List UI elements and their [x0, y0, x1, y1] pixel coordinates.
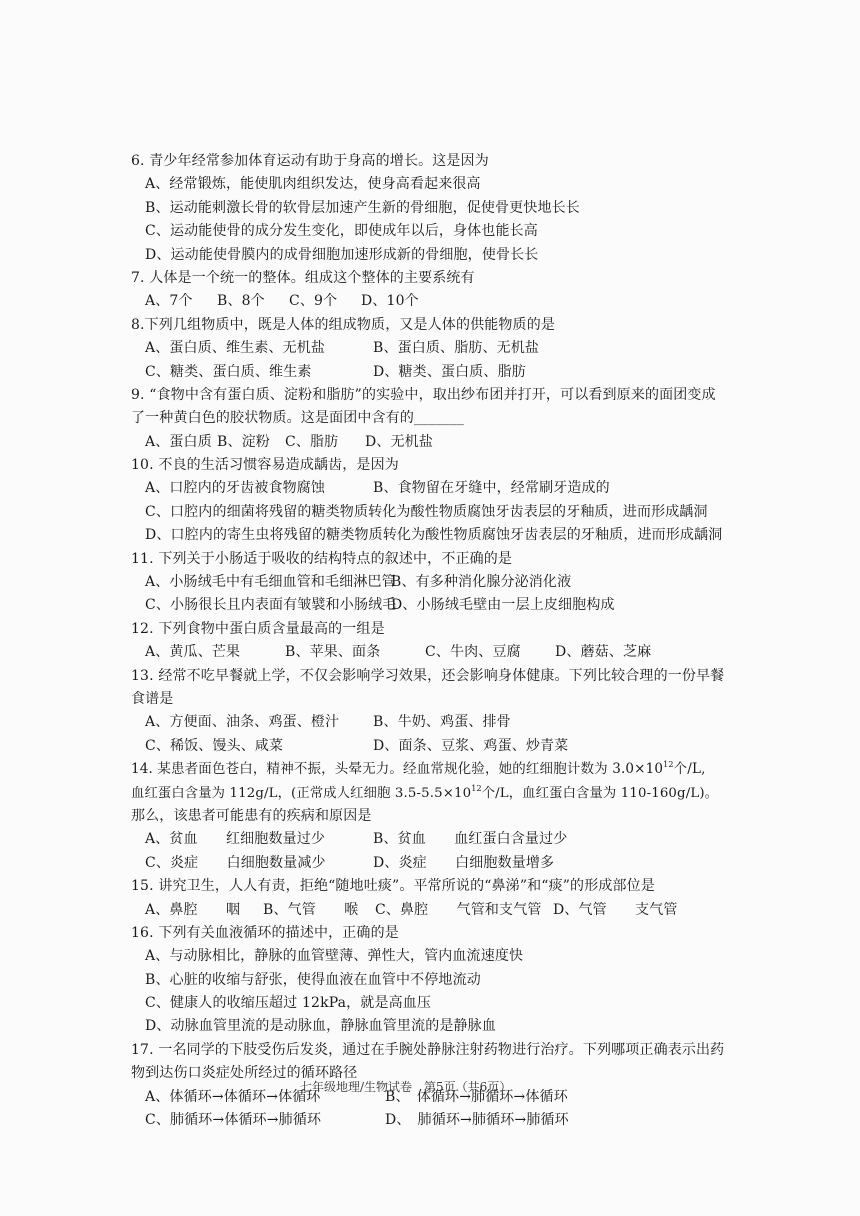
option-b: B、有多种消化腺分泌消化液 — [391, 574, 572, 591]
question-stem-cont: 物到达伤口炎症处所经过的循环路径 — [131, 1065, 358, 1082]
options-row — [131, 735, 711, 758]
option-a: A、与动脉相比，静脉的血管壁薄、弹性大，管内血流速度快 — [145, 948, 524, 965]
options-row — [131, 337, 711, 360]
question-stem: 11. 下列关于小肠适于吸收的结构特点的叙述中，不正确的是 — [131, 550, 513, 567]
option-a: A、鼻腔 咽 — [145, 901, 241, 918]
option-a: A、7个 — [145, 293, 193, 310]
option-c: C、9个 — [289, 293, 338, 310]
option-b: B、牛奶、鸡蛋、排骨 — [373, 714, 511, 731]
question-stem: 12. 下列食物中蛋白质含量最高的一组是 — [131, 620, 385, 637]
question-stem-cont: 血红蛋白含量为 112g/L，(正常成人红细胞 $3.5-5.5\times 10^{12}$个/L，血红蛋白含量为 110-160g/L)。 — [131, 783, 719, 801]
option-a: A、蛋白质 — [145, 433, 212, 450]
options-row — [131, 852, 711, 875]
options-row — [131, 711, 711, 734]
option-b: B、贫血 血红蛋白含量过少 — [373, 831, 568, 848]
option-b: B、蛋白质、脂肪、无机盐 — [373, 340, 540, 357]
option-d: D、气管 支气管 — [553, 901, 678, 918]
question-14 — [131, 758, 719, 875]
option-b: B、苹果、面条 — [285, 644, 381, 661]
question-13 — [131, 665, 725, 759]
option-c: C、健康人的收缩压超过 12kPa，就是高血压 — [145, 995, 432, 1012]
question-10 — [131, 454, 723, 548]
option-a: A、方便面、油条、鸡蛋、橙汁 — [145, 714, 340, 731]
question-stem: 14. 某患者面色苍白，精神不振，头晕无力。经血常规化验，她的红细胞计数为 $3.0\times 10^{12}$个/L, — [131, 760, 706, 778]
question-stem-cont: 了一种黄白色的胶状物质。这是面团中含有的_______ — [131, 410, 465, 427]
option-d: D、运动能使骨膜内的成骨细胞加速形成新的骨细胞，使骨长长 — [145, 246, 539, 263]
option-b: B、 体循环→肺循环→体循环 — [385, 1088, 568, 1105]
question-8 — [131, 314, 711, 384]
question-stem-cont: 食谱是 — [131, 690, 174, 707]
option-a: A、经常锻炼，能使肌肉组织发达，使身高看起来很高 — [145, 176, 481, 193]
question-stem: 9. “食物中含有蛋白质、淀粉和脂肪”的实验中，取出纱布团并打开，可以看到原来的面团变成 — [131, 386, 716, 403]
option-d: D、口腔内的寄生虫将残留的糖类物质转化为酸性物质腐蚀牙齿表层的牙釉质，进而形成龋洞 — [145, 527, 723, 544]
option-b: B、8个 — [217, 293, 265, 310]
question-11 — [131, 548, 711, 618]
option-c: C、肺循环→体循环→肺循环 — [145, 1112, 322, 1129]
question-stem: 15. 讲究卫生，人人有责，拒绝“随地吐痰”。平常所说的“鼻涕”和“痰”的形成部位是 — [131, 878, 655, 895]
question-15 — [131, 875, 711, 922]
option-d: D、糖类、蛋白质、脂肪 — [373, 363, 526, 380]
option-d: D、炎症 白细胞数量增多 — [373, 854, 555, 871]
option-a: A、黄瓜、芒果 — [145, 644, 241, 661]
option-c: C、脂肪 — [285, 433, 339, 450]
option-b: B、气管 喉 — [263, 901, 359, 918]
option-d: D、动脉血管里流的是动脉血，静脉血管里流的是静脉血 — [145, 1018, 496, 1035]
question-stem: 8.下列几组物质中，既是人体的组成物质，又是人体的供能物质的是 — [131, 316, 556, 333]
question-stem: 6. 青少年经常参加体育运动有助于身高的增长。这是因为 — [131, 153, 489, 169]
options-row — [131, 361, 711, 384]
option-c: C、鼻腔 气管和支气管 — [375, 901, 542, 918]
page-footer: 七年级地理/生物试卷 第5页（共6页） — [300, 1080, 512, 1094]
question-stem: 10. 不良的生活习惯容易造成龋齿，是因为 — [131, 457, 399, 474]
option-c: C、牛肉、豆腐 — [425, 644, 521, 661]
option-b: B、食物留在牙缝中，经常刷牙造成的 — [373, 480, 610, 497]
option-d: D、蘑菇、芝麻 — [555, 644, 652, 661]
option-c: C、小肠很长且内表面有皱襞和小肠绒毛 — [145, 597, 397, 614]
option-d: D、面条、豆浆、鸡蛋、炒青菜 — [373, 737, 569, 754]
option-b: B、淀粉 — [217, 433, 270, 450]
option-a: A、小肠绒毛中有毛细血管和毛细淋巴管 — [145, 574, 396, 591]
question-stem-cont: 那么，该患者可能患有的疾病和原因是 — [131, 807, 372, 824]
options-row — [131, 290, 711, 313]
question-list — [131, 150, 725, 1132]
option-a: A、贫血 红细胞数量过少 — [145, 831, 326, 848]
option-c: C、糖类、蛋白质、维生素 — [145, 363, 312, 380]
option-c: C、炎症 白细胞数量减少 — [145, 854, 326, 871]
question-12 — [131, 618, 711, 665]
option-c: C、口腔内的细菌将残留的糖类物质转化为酸性物质腐蚀牙齿表层的牙釉质，进而形成龋洞 — [145, 503, 708, 520]
question-6 — [131, 150, 711, 267]
option-d: D、小肠绒毛壁由一层上皮细胞构成 — [391, 597, 615, 614]
options-row — [131, 594, 711, 617]
option-d: D、10个 — [361, 293, 419, 310]
options-row — [131, 477, 711, 500]
option-c: C、稀饭、馒头、咸菜 — [145, 737, 284, 754]
options-row — [131, 431, 711, 454]
option-d: D、 肺循环→肺循环→肺循环 — [385, 1112, 569, 1129]
options-row — [131, 899, 711, 922]
options-row — [131, 828, 711, 851]
question-16 — [131, 922, 711, 1039]
question-stem: 17. 一名同学的下肢受伤后发炎，通过在手腕处静脉注射药物进行治疗。下列哪项正确表示出药 — [131, 1041, 725, 1058]
options-row — [131, 1109, 711, 1132]
question-7 — [131, 267, 711, 314]
option-c: C、运动能使骨的成分发生变化，即使成年以后，身体也能长高 — [145, 223, 538, 240]
option-a: A、蛋白质、维生素、无机盐 — [145, 340, 326, 357]
option-b: B、运动能刺激长骨的软骨层加速产生新的骨细胞，促使骨更快地长长 — [145, 199, 580, 216]
question-9 — [131, 384, 716, 454]
option-a: A、口腔内的牙齿被食物腐蚀 — [145, 480, 326, 497]
options-row — [131, 641, 711, 664]
option-b: B、心脏的收缩与舒张，使得血液在血管中不停地流动 — [145, 971, 481, 988]
question-stem: 7. 人体是一个统一的整体。组成这个整体的主要系统有 — [131, 269, 475, 286]
options-row — [131, 571, 711, 594]
option-a: A、体循环→体循环→体循环 — [145, 1088, 321, 1105]
question-stem: 13. 经常不吃早餐就上学，不仅会影响学习效果，还会影响身体健康。下列比较合理的一份早餐 — [131, 667, 725, 684]
option-d: D、无机盐 — [365, 433, 433, 450]
question-stem: 16. 下列有关血液循环的描述中，正确的是 — [131, 924, 399, 941]
